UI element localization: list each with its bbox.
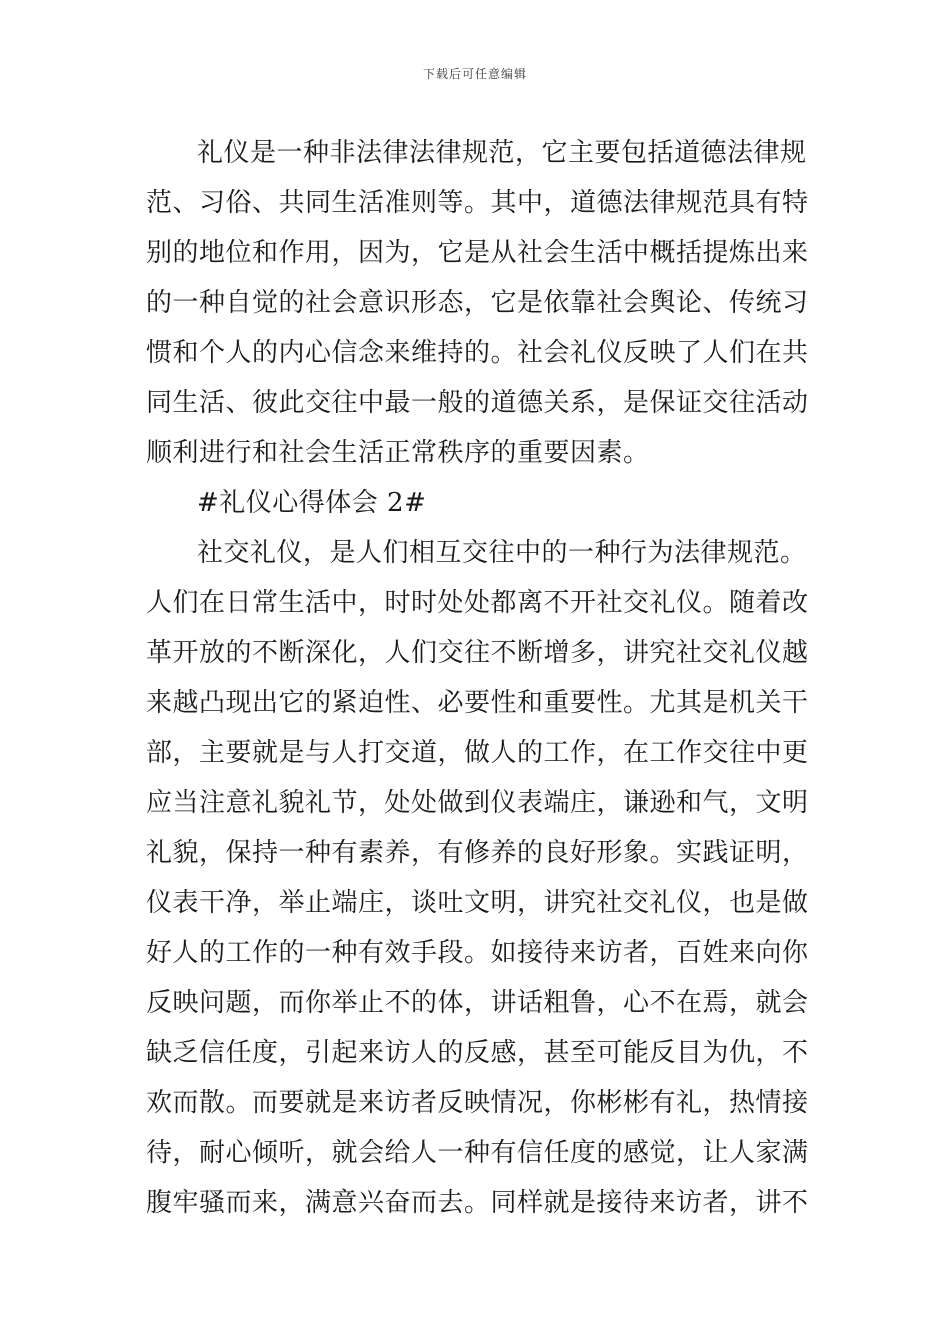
section-heading: #礼仪心得体会 2#: [197, 488, 427, 518]
text-line: 礼貌，保持一种有素养，有修养的良好形象。实践证明，: [146, 838, 809, 868]
text-line: 欢而散。而要就是来访者反映情况，你彬彬有礼，热情接: [146, 1088, 809, 1118]
text-line: 同生活、彼此交往中最一般的道德关系，是保证交往活动: [146, 388, 809, 418]
text-line: 顺利进行和社会生活正常秩序的重要因素。: [146, 438, 650, 468]
text-line: 待，耐心倾听，就会给人一种有信任度的感觉，让人家满: [146, 1138, 809, 1168]
text-line: 应当注意礼貌礼节，处处做到仪表端庄，谦逊和气，文明: [146, 788, 809, 818]
text-line: 缺乏信任度，引起来访人的反感，甚至可能反目为仇，不: [146, 1038, 809, 1068]
text-line: 别的地位和作用，因为，它是从社会生活中概括提炼出来: [146, 238, 809, 268]
text-line: 来越凸现出它的紧迫性、必要性和重要性。尤其是机关干: [146, 688, 809, 718]
text-line: 人们在日常生活中，时时处处都离不开社交礼仪。随着改: [146, 588, 809, 618]
text-line: 范、习俗、共同生活准则等。其中，道德法律规范具有特: [146, 188, 809, 218]
text-line: 社交礼仪，是人们相互交往中的一种行为法律规范。: [197, 538, 807, 568]
text-line: 的一种自觉的社会意识形态，它是依靠社会舆论、传统习: [146, 288, 809, 318]
document-body: [146, 128, 809, 1228]
text-line: 反映问题，而你举止不的体，讲话粗鲁，心不在焉，就会: [146, 988, 809, 1018]
text-line: 礼仪是一种非法律法律规范，它主要包括道德法律规: [197, 138, 807, 168]
text-line: 革开放的不断深化，人们交往不断增多，讲究社交礼仪越: [146, 638, 809, 668]
text-line: 部，主要就是与人打交道，做人的工作，在工作交往中更: [146, 738, 809, 768]
text-line: 好人的工作的一种有效手段。如接待来访者，百姓来向你: [146, 938, 809, 968]
text-line: 惯和个人的内心信念来维持的。社会礼仪反映了人们在共: [146, 338, 809, 368]
header-note: 下载后可任意编辑: [422, 67, 527, 81]
text-line: 腹牢骚而来，满意兴奋而去。同样就是接待来访者，讲不: [146, 1188, 809, 1218]
text-line: 仪表干净，举止端庄，谈吐文明，讲究社交礼仪，也是做: [146, 888, 809, 918]
